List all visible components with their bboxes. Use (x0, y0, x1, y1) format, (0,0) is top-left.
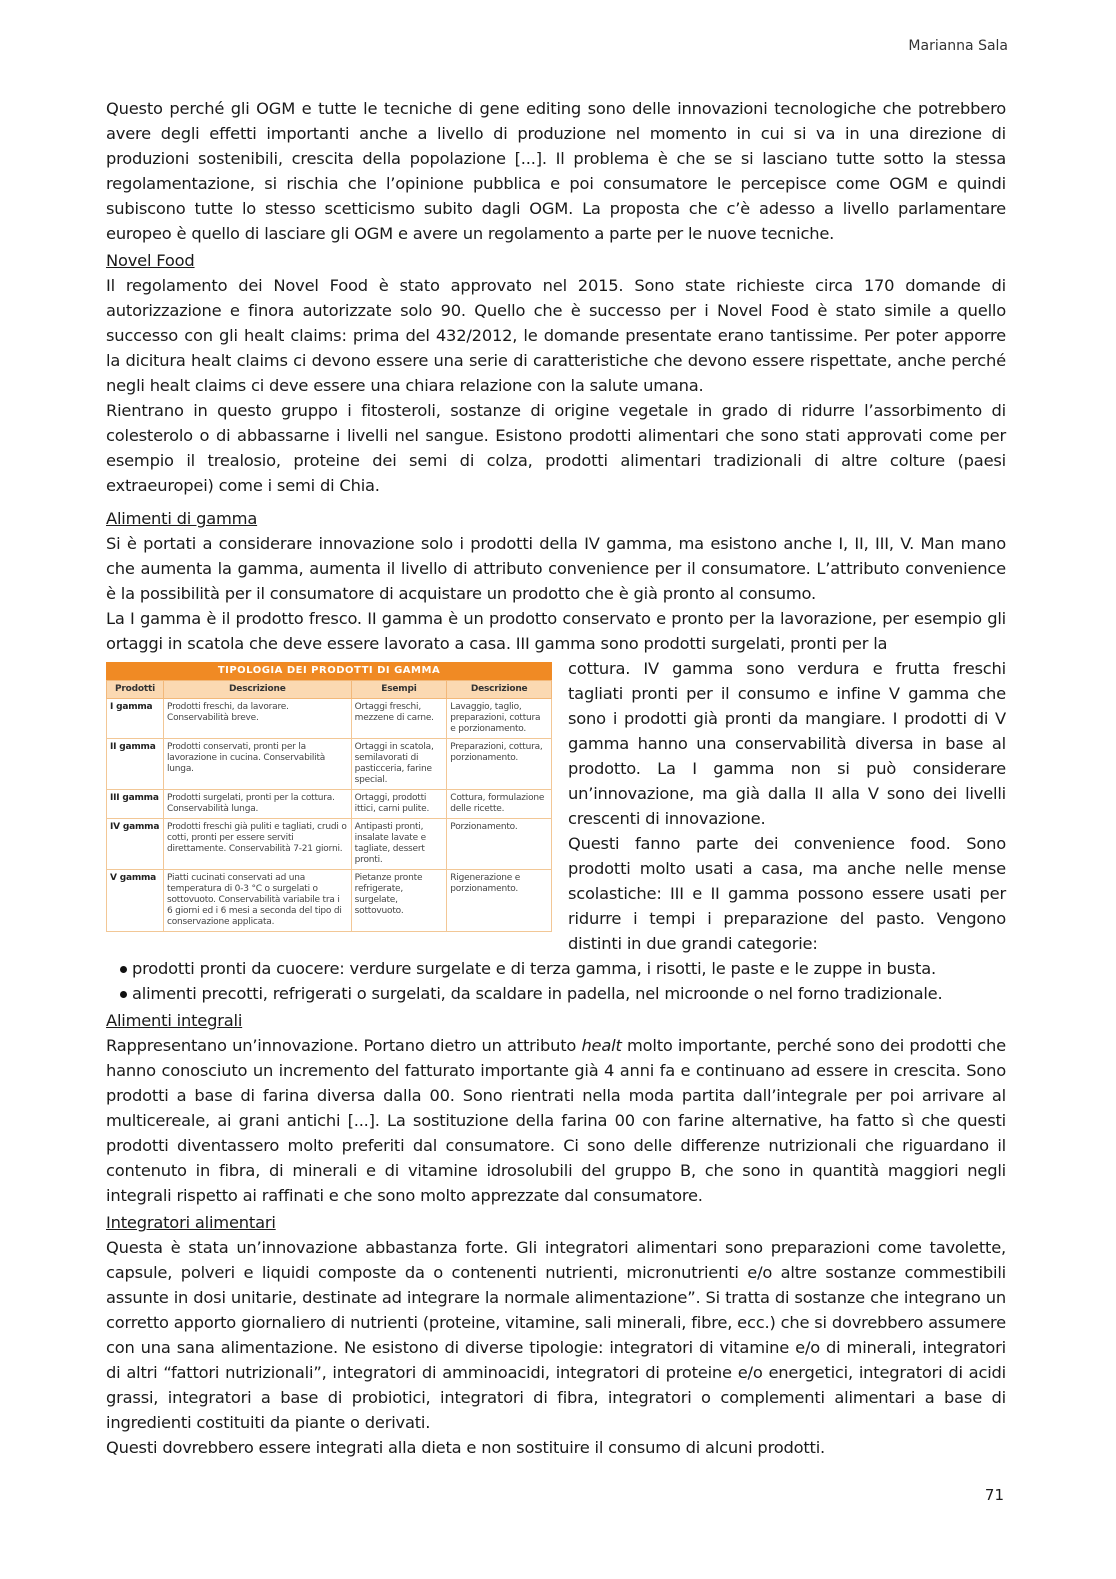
integrali-text-end: molto importante, perché sono dei prodotti che hanno conosciuto un incremento del fatturato importante già 4 anni fa e continuano ad essere in crescita. Sono prodotti a base di farina diversa dalla 00. Sono rientrati nella moda partita dall’integrale per poi arrivare al multicereale, ai grani antichi [...]. La sostituzione della farina 00 con farine alternative, ha fatto sì che questi prodotti diventassero molto preferiti dal consumatore. Ci sono delle differenze nutrizionali che riguardano il contenuto in fibra, di minerali e di vitamine idrosolubili del gruppo B, che sono in quantità maggiori negli integrali rispetto ai raffinati e che sono molto apprezzate dal consumatore. (106, 1036, 1006, 1205)
table-cell: II gamma (107, 739, 164, 790)
table-header-prodotti: Prodotti (107, 681, 164, 699)
heading-alimenti-gamma: Alimenti di gamma (106, 509, 258, 528)
table-row (107, 739, 552, 790)
gamma-paragraph-2-end: cottura. IV gamma sono verdura e frutta freschi tagliati pronti per il consumo e infine V gamma che sono i prodotti già pronti da mangiare. I prodotti di V gamma hanno una conservabilità diversa in base al prodotto. La I gamma non si può considerare un’innovazione, ma già dalla II alla V sono dei livelli crescenti di innovazione. (568, 659, 1006, 828)
table-header-descrizione-2: Descrizione (447, 681, 552, 699)
gamma-paragraph-2-start: La I gamma è il prodotto fresco. II gamma è un prodotto conservato e pronto per la lavorazione, per esempio gli ortaggi in scatola che deve essere lavorato a casa. III gamma sono prodotti surgelati, pronti per la (106, 609, 1006, 653)
heading-novel-food: Novel Food (106, 251, 195, 270)
table-header-esempi: Esempi (351, 681, 447, 699)
table-cell: Piatti cucinati conservati ad una temperatura di 0-3 °C o surgelati o sottovuoto. Conservabilità variabile tra i 6 giorni ed i 6 mesi a seconda del tipo di conservazione applicata. (164, 870, 352, 932)
integratori-paragraph-1: Questa è stata un’innovazione abbastanza forte. Gli integratori alimentari sono preparazioni come tavolette, capsule, polveri e liquidi composte da o contenenti nutrienti, micronutrienti e/o altre sostanze commestibili assunte in dosi unitarie, destinate ad integrare la normale alimentazione”. Si tratta di sostanze che integrano un corretto apporto giornaliero di nutrienti (proteine, vitamine, sali minerali, fibre, ecc.) che si dovrebbero assumere con una sana alimentazione. Ne esistono di diverse tipologie: integratori di vitamine e/o di minerali, integratori di altri “fattori nutrizionali”, integratori di amminoacidi, integratori di proteine e/o energetici, integratori di acidi grassi, integratori a base di probiotici, integratori di fibra, integratori o complementi alimentari a base di ingredienti costituiti da piante o derivati. (106, 1238, 1006, 1432)
heading-alimenti-integrali: Alimenti integrali (106, 1011, 243, 1030)
table-cell: I gamma (107, 699, 164, 739)
novel-food-paragraph-1: Il regolamento dei Novel Food è stato approvato nel 2015. Sono state richieste circa 170 domande di autorizzazione e finora autorizzate solo 90. Quello che è successo per i Novel Food è stato simile a quello successo con gli healt claims: prima del 432/2012, le domande presentate erano tantissime. Per poter apporre la dicitura healt claims ci devono essere una serie di caratteristiche che devono essere rispettate, anche perché negli healt claims ci deve essere una chiara relazione con la salute umana. (106, 276, 1006, 395)
table-cell: Ortaggi in scatola, semilavorati di pasticceria, farine special. (351, 739, 447, 790)
gamma-paragraph-1: Si è portati a considerare innovazione solo i prodotti della IV gamma, ma esistono anche I, II, III, V. Man mano che aumenta la gamma, aumenta il livello di attributo convenience per il consumatore. L’attributo convenience è la possibilità per il consumatore di acquistare un prodotto che è già pronto al consumo. (106, 534, 1006, 603)
novel-food-paragraph-2: Rientrano in questo gruppo i fitosteroli, sostanze di origine vegetale in grado di ridurre l’assorbimento di colesterolo o di abbassarne i livelli nel sangue. Esistono prodotti alimentari che sono stati approvati come per esempio il trealosio, proteine dei semi di colza, prodotti alimentari tradizionali di altre colture (paesi extraeuropei) come i semi di Chia. (106, 401, 1006, 495)
table-cell: Porzionamento. (447, 819, 552, 870)
integratori-paragraph-2: Questi dovrebbero essere integrati alla dieta e non sostituire il consumo di alcuni prodotti. (106, 1438, 826, 1457)
integrali-emphasis: healt (581, 1036, 622, 1055)
intro-paragraph: Questo perché gli OGM e tutte le tecniche di gene editing sono delle innovazioni tecnologiche che potrebbero avere degli effetti importanti anche a livello di produzione nel momento in cui si va in una direzione di produzioni sostenibili, crescita della popolazione [...]. Il problema è che se si lasciano tutte sotto la stessa regolamentazione, si rischia che l’opinione pubblica e poi consumatore le percepisce come OGM e quindi subiscono tutte lo stesso scetticismo subito dagli OGM. La proposta che c’è adesso a livello parlamentare europeo è quello di lasciare gli OGM e avere un regolamento a parte per le nuove tecniche. (106, 99, 1006, 243)
table-row (107, 699, 552, 739)
table-cell: Prodotti surgelati, pronti per la cottura. Conservabilità lunga. (164, 790, 352, 819)
table-cell: Cottura, formulazione delle ricette. (447, 790, 552, 819)
gamma-table-figure (106, 662, 552, 932)
heading-integratori: Integratori alimentari (106, 1213, 276, 1232)
integrali-paragraph (106, 1033, 1006, 1208)
table-cell: Prodotti conservati, pronti per la lavorazione in cucina. Conservabilità lunga. (164, 739, 352, 790)
table-cell: Rigenerazione e porzionamento. (447, 870, 552, 932)
table-cell: Lavaggio, taglio, preparazioni, cottura e porzionamento. (447, 699, 552, 739)
gamma-paragraph-3: Questi fanno parte dei convenience food. Sono prodotti molto usati a casa, ma anche nelle mense scolastiche: III e II gamma possono essere usati per ridurre i tempi i preparazione del pasto. Vengono distinti in due grandi categorie: (568, 834, 1006, 953)
table-cell: Prodotti freschi, da lavorare. Conservabilità breve. (164, 699, 352, 739)
list-item: alimenti precotti, refrigerati o surgelati, da scaldare in padella, nel microonde o nel forno tradizionale. (118, 981, 1006, 1006)
header-author: Marianna Sala (908, 38, 1008, 54)
table-cell: Ortaggi, prodotti ittici, carni pulite. (351, 790, 447, 819)
table-cell: III gamma (107, 790, 164, 819)
table-row (107, 870, 552, 932)
table-cell: V gamma (107, 870, 164, 932)
gamma-table (106, 662, 552, 932)
list-item: prodotti pronti da cuocere: verdure surgelate e di terza gamma, i risotti, le paste e le zuppe in busta. (118, 956, 1006, 981)
table-cell: IV gamma (107, 819, 164, 870)
page-number: 71 (984, 1486, 1004, 1504)
table-row (107, 790, 552, 819)
document-body (106, 96, 1006, 1460)
table-cell: Antipasti pronti, insalate lavate e tagliate, dessert pronti. (351, 819, 447, 870)
table-cell: Preparazioni, cottura, porzionamento. (447, 739, 552, 790)
integrali-text-start: Rappresentano un’innovazione. Portano dietro un attributo (106, 1036, 582, 1055)
table-cell: Pietanze pronte refrigerate, surgelate, sottovuoto. (351, 870, 447, 932)
gamma-bullet-list (106, 956, 1006, 1006)
table-row (107, 819, 552, 870)
table-cell: Prodotti freschi già puliti e tagliati, crudi o cotti, pronti per essere serviti direttamente. Conservabilità 7-21 giorni. (164, 819, 352, 870)
gamma-table-title: TIPOLOGIA DEI PRODOTTI DI GAMMA (106, 662, 552, 680)
table-header-descrizione: Descrizione (164, 681, 352, 699)
table-cell: Ortaggi freschi, mezzene di carne. (351, 699, 447, 739)
